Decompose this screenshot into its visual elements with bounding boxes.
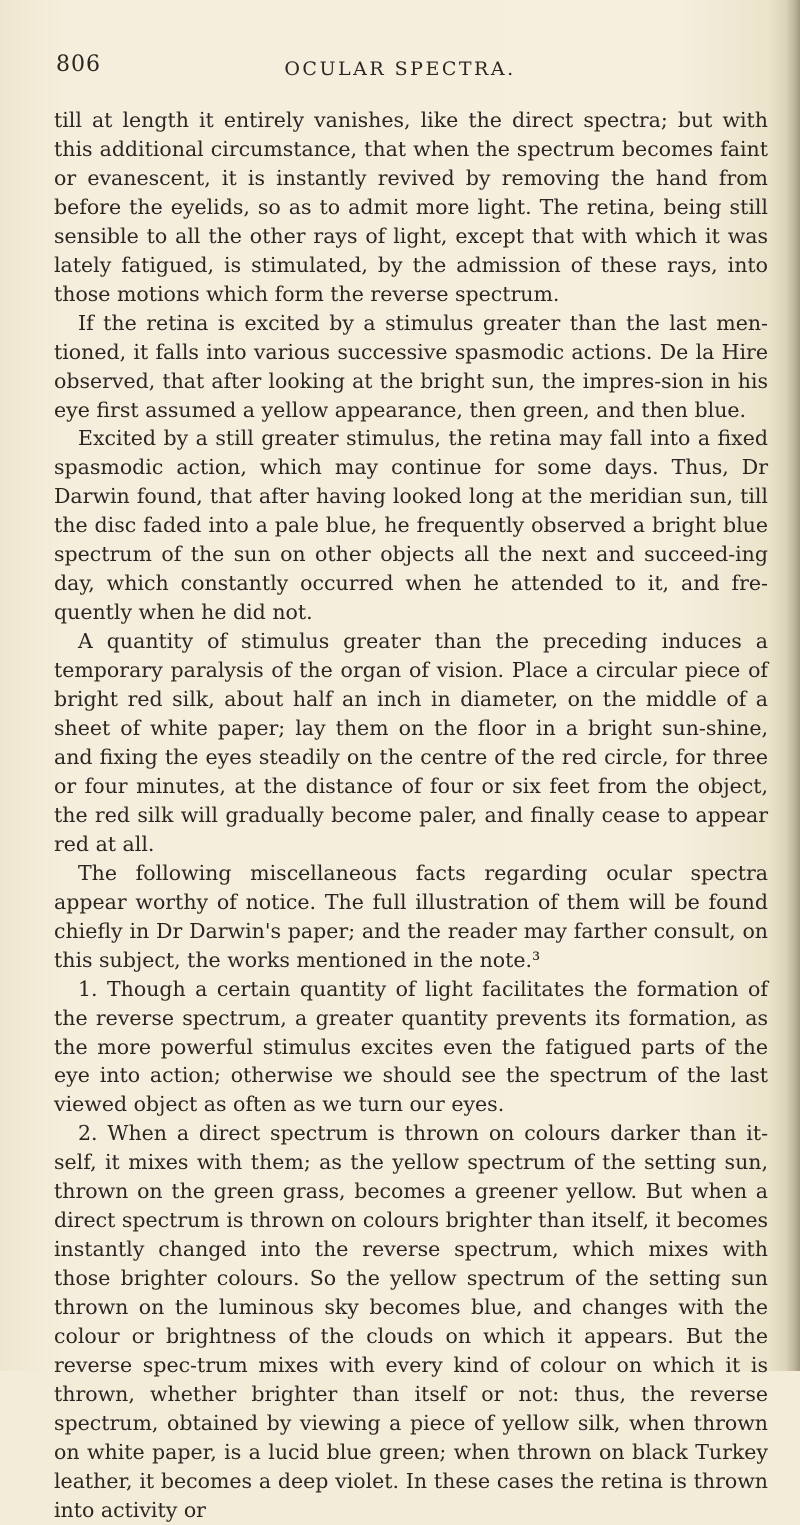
page-edge-shadow: [786, 0, 800, 1371]
page-number: 806: [56, 52, 101, 77]
paragraph-7: 2. When a direct spectrum is thrown on colours darker than it-self, it mixes with them; as the yellow spectrum of the setting sun, thrown on the green grass, becomes a greener yellow. But when a direct spectrum is thrown on colours brighter than itself, it becomes instantly changed into the reverse spectrum, which mixes with those brighter colours. So the yellow spectrum of the setting sun thrown on the luminous sky becomes blue, and changes with the colour or brightness of the clouds on which it appears. But the reverse spec-trum mixes with every kind of colour on which it is thrown, whether brighter than itself or not: thus, the reverse spectrum, obtained by viewing a piece of yellow silk, when thrown on white paper, is a lucid blue green; when thrown on black Turkey leather, it becomes a deep violet. In these cases the retina is thrown into activity or: [54, 1121, 768, 1522]
body-text: [54, 106, 768, 1525]
paragraph-6: 1. Though a certain quantity of light facilitates the formation of the reverse spectrum, a greater quantity prevents its formation, as the more powerful stimulus excites even the fatigued parts of the eye into action; otherwise we should see the spectrum of the last viewed object as often as we turn our eyes.: [54, 976, 768, 1117]
running-title: OCULAR SPECTRA.: [284, 58, 516, 80]
paragraph-2: If the retina is excited by a stimulus greater than the last men-tioned, it falls into various successive spasmodic actions. De la Hire observed, that after looking at the bright sun, the impres-sion in his eye first assumed a yellow appearance, then green, and then blue.: [54, 310, 768, 422]
paragraph-4: A quantity of stimulus greater than the preceding induces a temporary paralysis of the organ of vision. Place a circular piece of bright red silk, about half an inch in diameter, on the middle of a sheet of white paper; lay them on the floor in a bright sun-shine, and fixing the eyes steadily on the centre of the red circle, for three or four minutes, at the distance of four or six feet from the object, the red silk will gradually become paler, and finally cease to appear red at all.: [54, 629, 768, 856]
paragraph-3: Excited by a still greater stimulus, the retina may fall into a fixed spasmodic action, which may continue for some days. Thus, Dr Darwin found, that after having looked long at the meridian sun, till the disc faded into a pale blue, he frequently observed a bright blue spectrum of the sun on other objects all the next and succeed-ing day, which constantly occurred when he attended to it, and fre-quently when he did not.: [54, 426, 768, 625]
paragraph-5: The following miscellaneous facts regarding ocular spectra appear worthy of notice. The full illustration of them will be found chiefly in Dr Darwin's paper; and the reader may farther consult, on this subject, the works mentioned in the note.³: [54, 860, 768, 972]
paragraph-1: till at length it entirely vanishes, like the direct spectra; but with this additional circumstance, that when the spectrum becomes faint or evanescent, it is instantly revived by removing the hand from before the eyelids, so as to admit more light. The retina, being still sensible to all the other rays of light, except that with which it was lately fatigued, is stimulated, by the admission of these rays, into those motions which form the reverse spectrum.: [54, 108, 768, 306]
